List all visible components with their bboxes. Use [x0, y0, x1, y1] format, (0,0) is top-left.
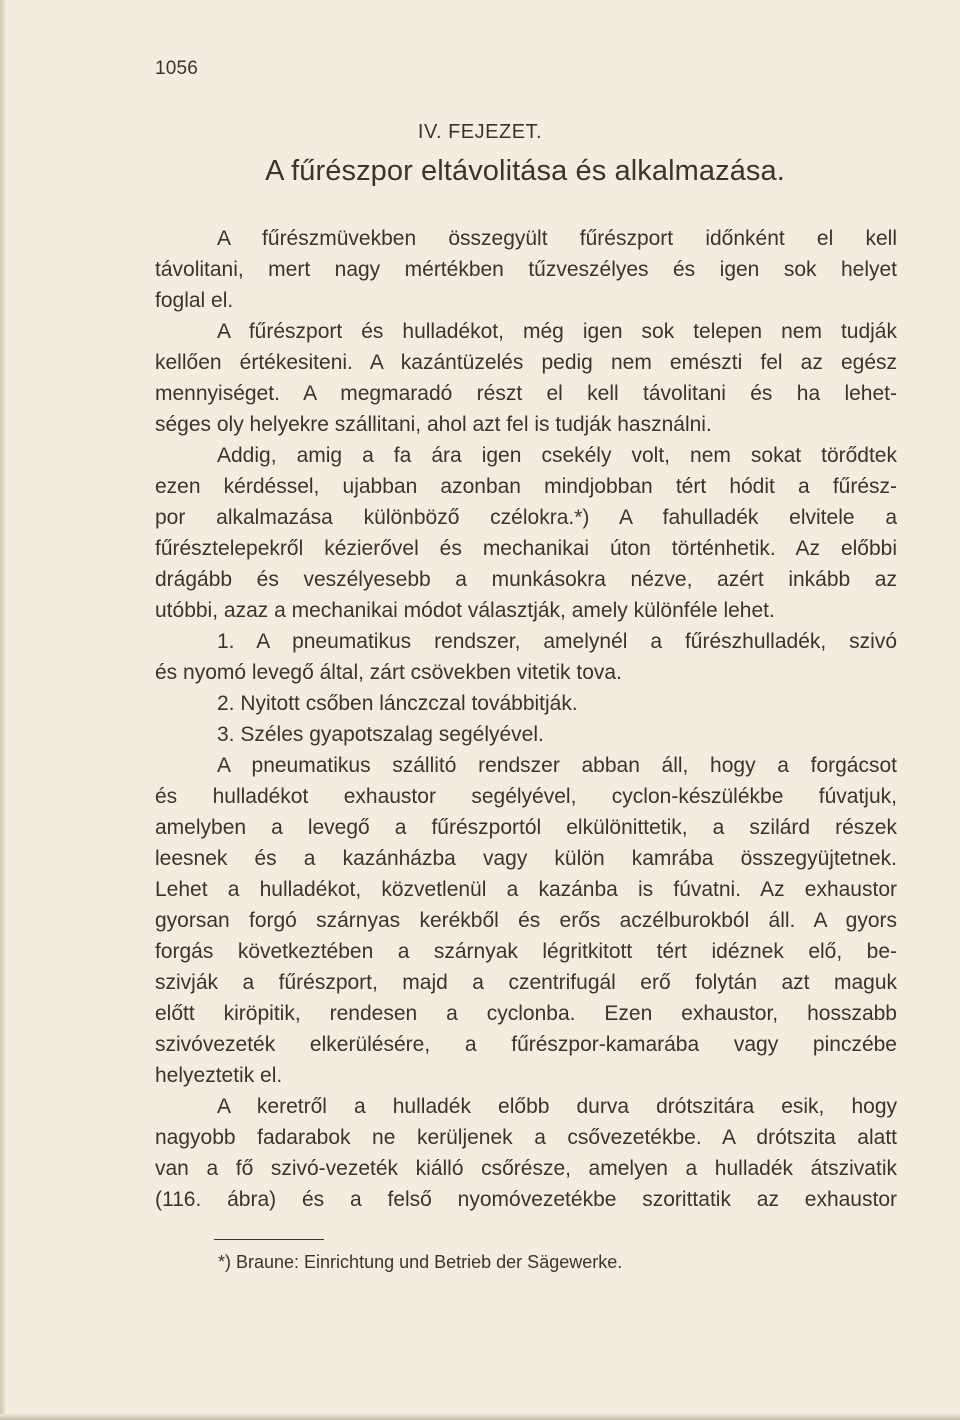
- text-line: mennyiséget. A megmaradó részt el kell távolitani és ha lehet-: [155, 382, 897, 405]
- body-text: [155, 223, 897, 1215]
- text-line: Addig, amig a fa ára igen csekély volt, nem sokat törődtek: [217, 444, 897, 467]
- page-edge-bottom: [0, 1414, 960, 1420]
- text-line: és nyomó levegő által, zárt csövekben vitetik tova.: [155, 661, 622, 684]
- text-line: utóbbi, azaz a mechanikai módot választják, amely különféle lehet.: [155, 599, 775, 622]
- footnote: *) Braune: Einrichtung und Betrieb der Sägewerke.: [218, 1252, 623, 1272]
- chapter-title: A fűrészpor eltávolitása és alkalmazása.: [265, 155, 785, 187]
- text-line: amelyben a levegő a fűrészportól elkülönittetik, a szilárd részek: [155, 816, 897, 839]
- text-line: Lehet a hulladékot, közvetlenül a kazánba is fúvatni. Az exhaustor: [155, 878, 897, 901]
- text-line: A fűrészport és hulladékot, még igen sok telepen nem tudják: [217, 320, 897, 343]
- page-number: 1056: [155, 58, 199, 79]
- text-line: foglal el.: [155, 289, 234, 312]
- text-line: (116. ábra) és a felső nyomóvezetékbe szorittatik az exhaustor: [155, 1188, 897, 1211]
- text-line: előtt kiröpitik, rendesen a cyclonba. Ezen exhaustor, hosszabb: [155, 1002, 897, 1025]
- text-line: 2. Nyitott csőben lánczczal továbbitják.: [217, 692, 578, 715]
- chapter-label: IV. FEJEZET.: [417, 121, 543, 143]
- text-line: A fűrészmüvekben összegyült fűrészport időnként el kell: [217, 227, 897, 250]
- text-line: séges oly helyekre szállitani, ahol azt fel is tudják használni.: [155, 413, 712, 436]
- text-line: leesnek és a kazánházba vagy külön kamrába összegyüjtetnek.: [155, 847, 897, 870]
- text-line: 1. A pneumatikus rendszer, amelynél a fűrészhulladék, szivó: [217, 630, 897, 653]
- text-line: fűrésztelepekről kézierővel és mechanikai úton történhetik. Az előbbi: [155, 537, 897, 560]
- page-edge-left: [0, 0, 6, 1420]
- text-line: helyeztetik el.: [155, 1064, 283, 1087]
- text-line: forgás következtében a szárnyak légritkitott tért idéznek elő, be-: [155, 940, 897, 963]
- text-line: A keretről a hulladék előbb durva drótszitára esik, hogy: [217, 1095, 897, 1118]
- text-line: drágább és veszélyesebb a munkásokra nézve, azért inkább az: [155, 568, 897, 591]
- text-line: por alkalmazása különböző czélokra.*) A fahulladék elvitele a: [155, 506, 897, 529]
- text-line: ezen kérdéssel, ujabban azonban mindjobban tért hódit a fűrész-: [155, 475, 897, 498]
- text-line: kellően értékesiteni. A kazántüzelés pedig nem emészti fel az egész: [155, 351, 897, 374]
- text-line: nagyobb fadarabok ne kerüljenek a csővezetékbe. A drótszita alatt: [155, 1126, 897, 1149]
- text-line: A pneumatikus szállitó rendszer abban áll, hogy a forgácsot: [217, 754, 897, 777]
- text-line: távolitani, mert nagy mértékben tűzveszélyes és igen sok helyet: [155, 258, 897, 281]
- text-line: gyorsan forgó szárnyas kerékből és erős aczélburokból áll. A gyors: [155, 909, 897, 932]
- text-line: 3. Széles gyapotszalag segélyével.: [217, 723, 544, 746]
- text-line: szivják a fűrészport, majd a czentrifugál erő folytán azt maguk: [155, 971, 897, 994]
- text-line: van a fő szivó-vezeték kiálló csőrésze, amelyen a hulladék átszivatik: [155, 1157, 897, 1180]
- footnote-rule: [214, 1239, 324, 1240]
- text-line: és hulladékot exhaustor segélyével, cyclon-készülékbe fúvatjuk,: [155, 785, 897, 808]
- text-line: szivóvezeték elkerülésére, a fűrészpor-kamarába vagy pinczébe: [155, 1033, 897, 1056]
